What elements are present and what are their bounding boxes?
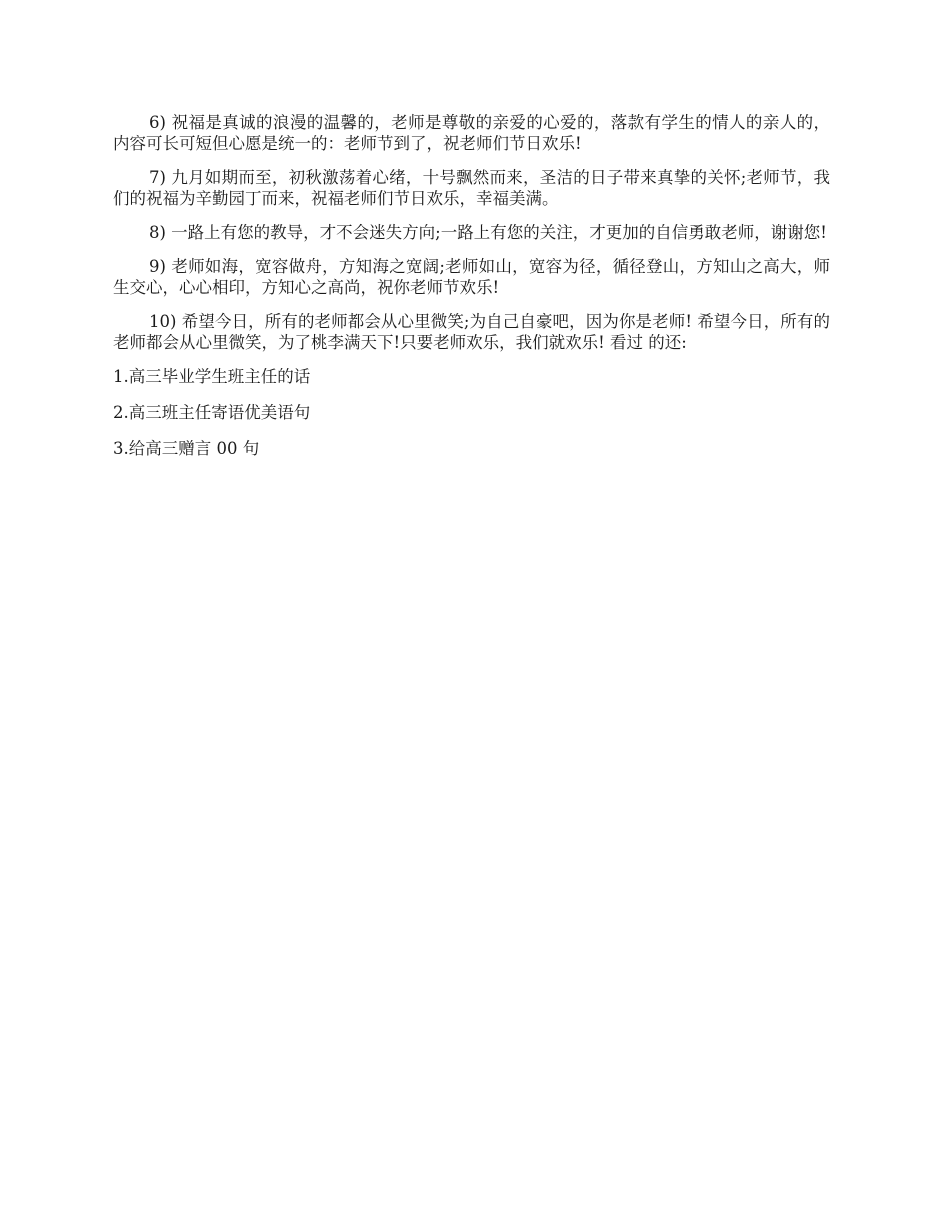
paragraph-7: 7) 九月如期而至，初秋激荡着心绪，十号飘然而来，圣洁的日子带来真挚的关怀;老师节，我们的祝福为辛勤园丁而来，祝福老师们节日欢乐，幸福美满。: [113, 168, 830, 208]
related-link-3[interactable]: 3.给高三赠言 00 句: [113, 439, 260, 458]
related-link-1[interactable]: 1.高三毕业学生班主任的话: [113, 367, 311, 386]
paragraph-6: 6) 祝福是真诚的浪漫的温馨的，老师是尊敬的亲爱的心爱的，落款有学生的情人的亲人的，内容可长可短但心愿是统一的：老师节到了，祝老师们节日欢乐!: [113, 113, 830, 153]
paragraph-8: 8) 一路上有您的教导，才不会迷失方向;一路上有您的关注，才更加的自信勇敢老师，谢谢您!: [149, 223, 827, 242]
paragraph-10: 10) 希望今日，所有的老师都会从心里微笑;为自己自豪吧，因为你是老师! 希望今日，所有的老师都会从心里微笑，为了桃李满天下!只要老师欢乐，我们就欢乐! 看过 的还:: [113, 312, 830, 352]
document-body: [113, 112, 830, 474]
paragraph-9: 9) 老师如海，宽容做舟，方知海之宽阔;老师如山，宽容为径，循径登山，方知山之高大，师生交心，心心相印，方知心之高尚，祝你老师节欢乐!: [113, 257, 830, 297]
related-link-2[interactable]: 2.高三班主任寄语优美语句: [113, 403, 311, 422]
